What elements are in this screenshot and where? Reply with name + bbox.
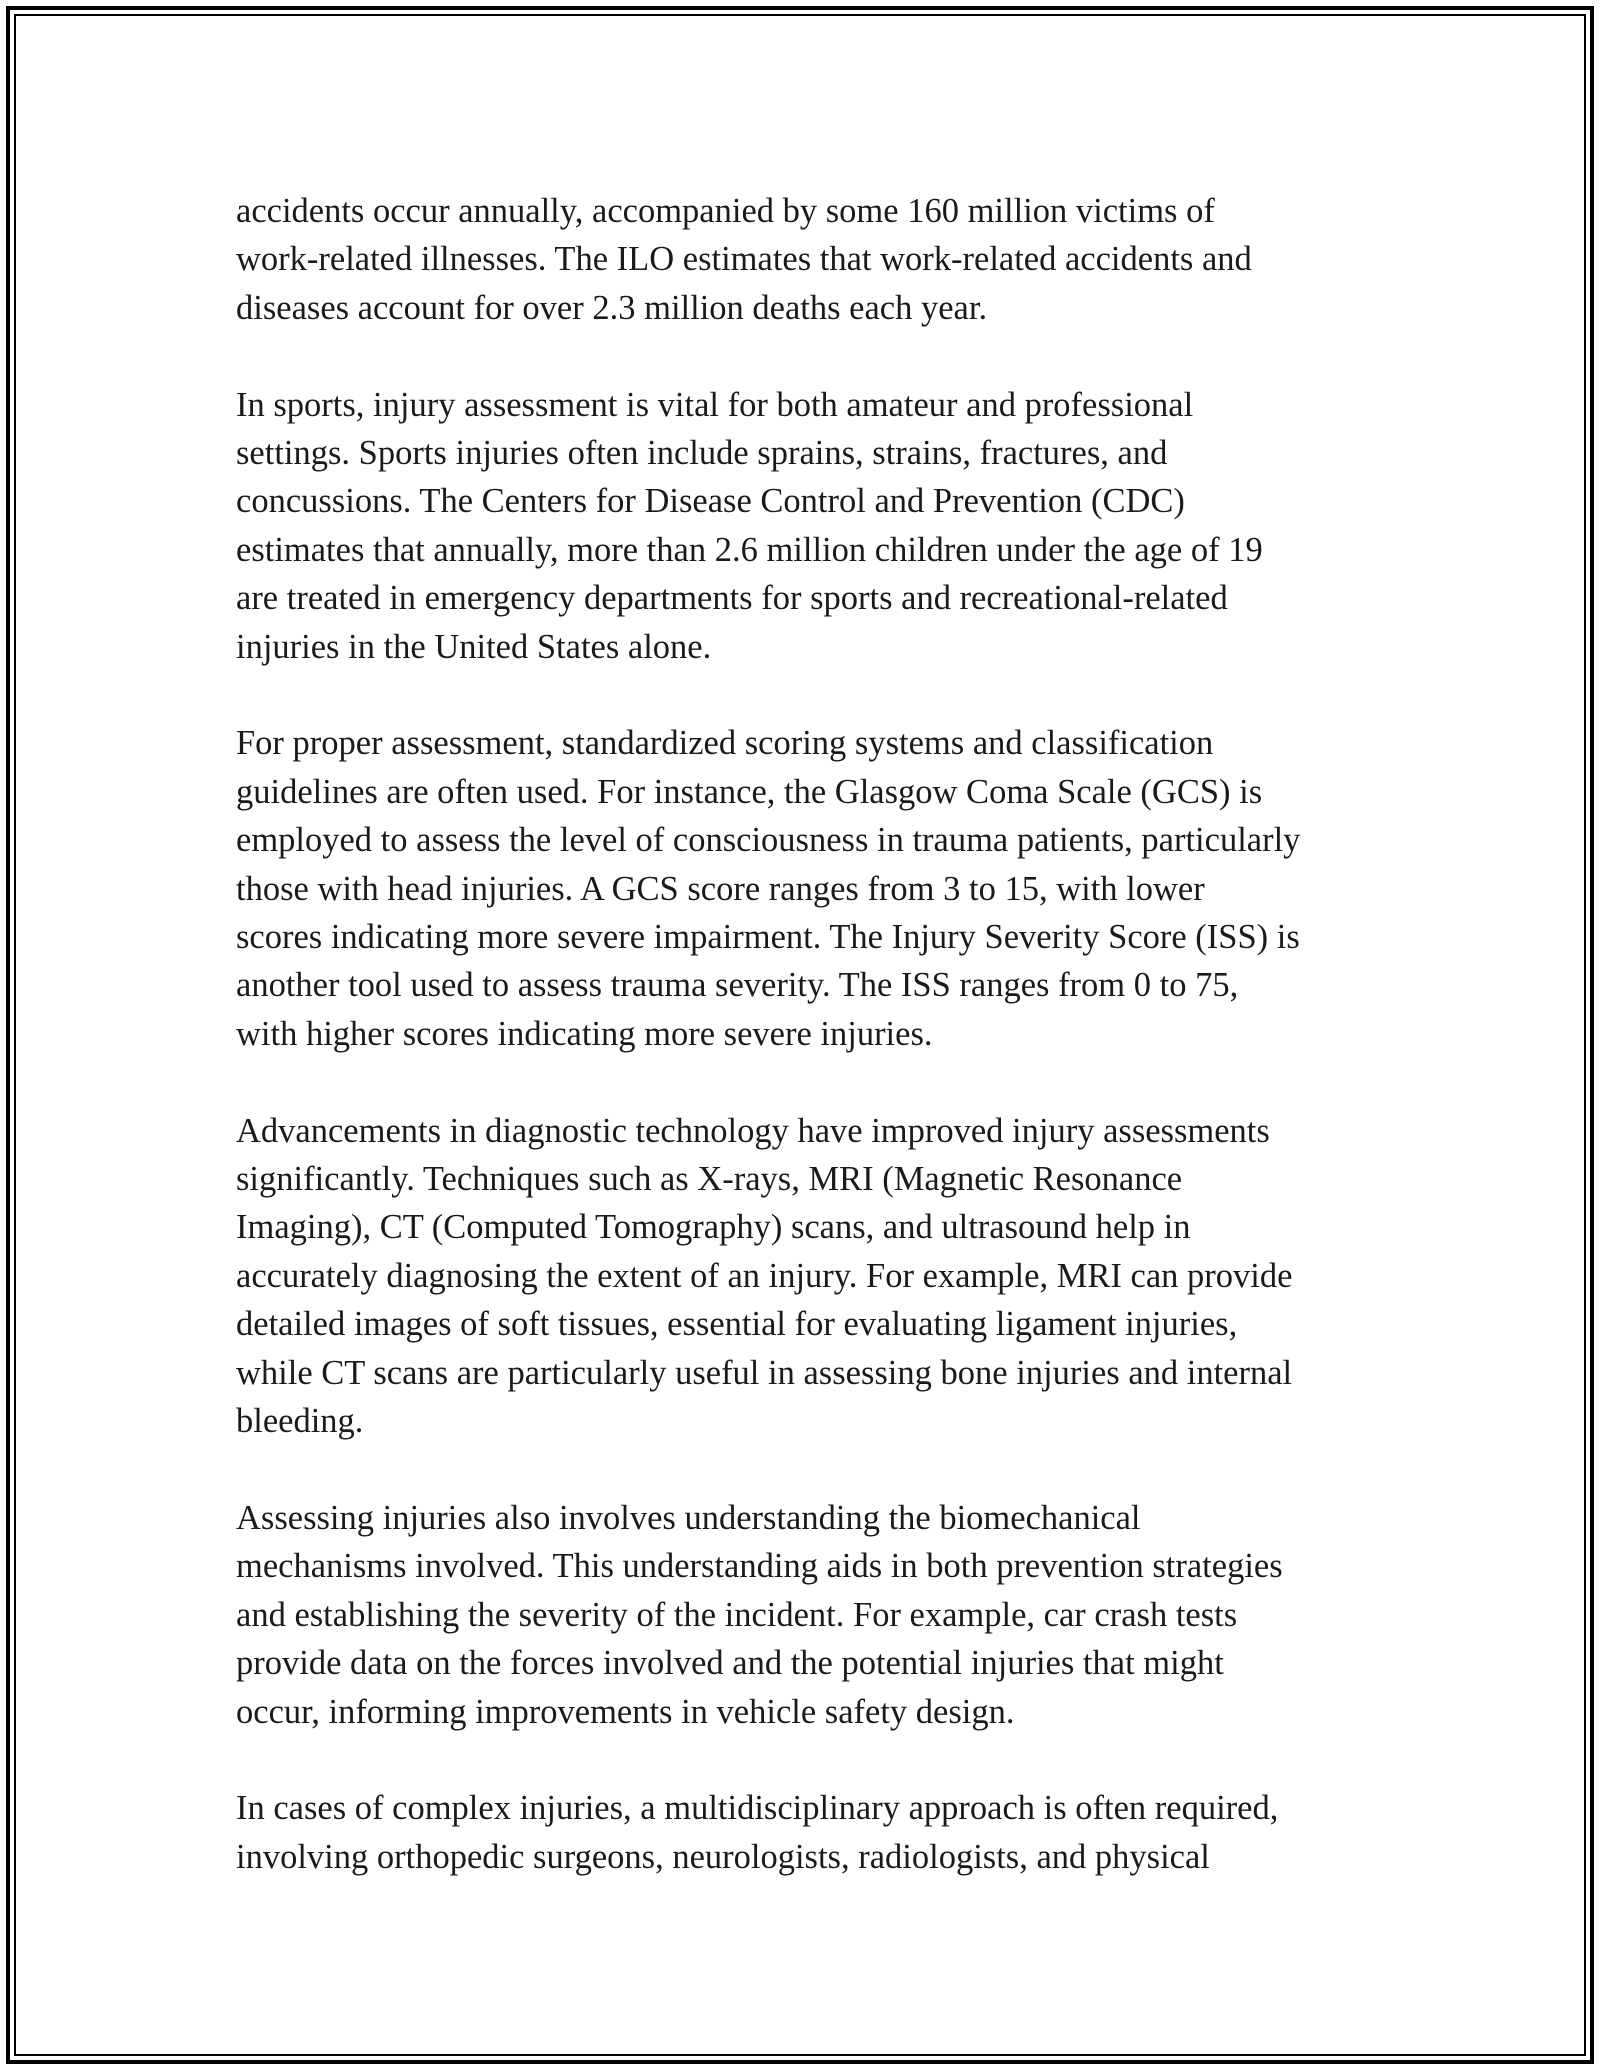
- text-line: injuries in the United States alone.: [236, 627, 712, 666]
- text-line: with higher scores indicating more severe injuries.: [236, 1014, 933, 1053]
- text-line: diseases account for over 2.3 million deaths each year.: [236, 288, 988, 327]
- paragraph-biomechanical-mechanisms: [236, 1494, 1376, 1736]
- text-line: work-related illnesses. The ILO estimates that work-related accidents and: [236, 240, 1252, 279]
- paragraph-scoring-systems: [236, 719, 1376, 1058]
- text-line: accurately diagnosing the extent of an injury. For example, MRI can provide: [236, 1256, 1293, 1295]
- text-line: For proper assessment, standardized scoring systems and classification: [236, 724, 1214, 763]
- text-line: Imaging), CT (Computed Tomography) scans, and ultrasound help in: [236, 1208, 1191, 1247]
- paragraph-multidisciplinary-approach: [236, 1784, 1376, 1881]
- text-line: concussions. The Centers for Disease Control and Prevention (CDC): [236, 482, 1185, 521]
- text-line: provide data on the forces involved and the potential injuries that might: [236, 1644, 1224, 1683]
- text-line: settings. Sports injuries often include sprains, strains, fractures, and: [236, 434, 1168, 473]
- text-line: are treated in emergency departments for sports and recreational-related: [236, 579, 1228, 618]
- text-line: estimates that annually, more than 2.6 million children under the age of 19: [236, 530, 1263, 569]
- paragraph-occupational-accidents: [236, 187, 1376, 332]
- text-line: employed to assess the level of consciousness in trauma patients, particularly: [236, 821, 1301, 860]
- text-line: In cases of complex injuries, a multidisciplinary approach is often required,: [236, 1789, 1279, 1828]
- text-line: scores indicating more severe impairment. The Injury Severity Score (ISS) is: [236, 918, 1300, 957]
- text-line: accidents occur annually, accompanied by some 160 million victims of: [236, 192, 1215, 230]
- text-line: Advancements in diagnostic technology have improved injury assessments: [236, 1111, 1270, 1150]
- paragraph-diagnostic-technology: [236, 1107, 1376, 1446]
- text-line: mechanisms involved. This understanding aids in both prevention strategies: [236, 1547, 1283, 1586]
- text-line: involving orthopedic surgeons, neurologists, radiologists, and physical: [236, 1837, 1210, 1876]
- text-line: guidelines are often used. For instance, the Glasgow Coma Scale (GCS) is: [236, 772, 1263, 811]
- text-line: and establishing the severity of the incident. For example, car crash tests: [236, 1595, 1238, 1634]
- text-line: bleeding.: [236, 1402, 364, 1441]
- text-line: significantly. Techniques such as X-rays, MRI (Magnetic Resonance: [236, 1160, 1183, 1199]
- text-line: detailed images of soft tissues, essential for evaluating ligament injuries,: [236, 1305, 1238, 1344]
- text-line: occur, informing improvements in vehicle safety design.: [236, 1692, 1015, 1731]
- text-line: another tool used to assess trauma severity. The ISS ranges from 0 to 75,: [236, 966, 1239, 1005]
- text-line: those with head injuries. A GCS score ranges from 3 to 15, with lower: [236, 869, 1205, 908]
- text-line: Assessing injuries also involves understanding the biomechanical: [236, 1498, 1141, 1537]
- paragraph-sports-injuries: [236, 381, 1376, 671]
- document-body: [236, 187, 1376, 1881]
- text-line: In sports, injury assessment is vital for both amateur and professional: [236, 385, 1194, 424]
- text-line: while CT scans are particularly useful in assessing bone injuries and internal: [236, 1353, 1293, 1392]
